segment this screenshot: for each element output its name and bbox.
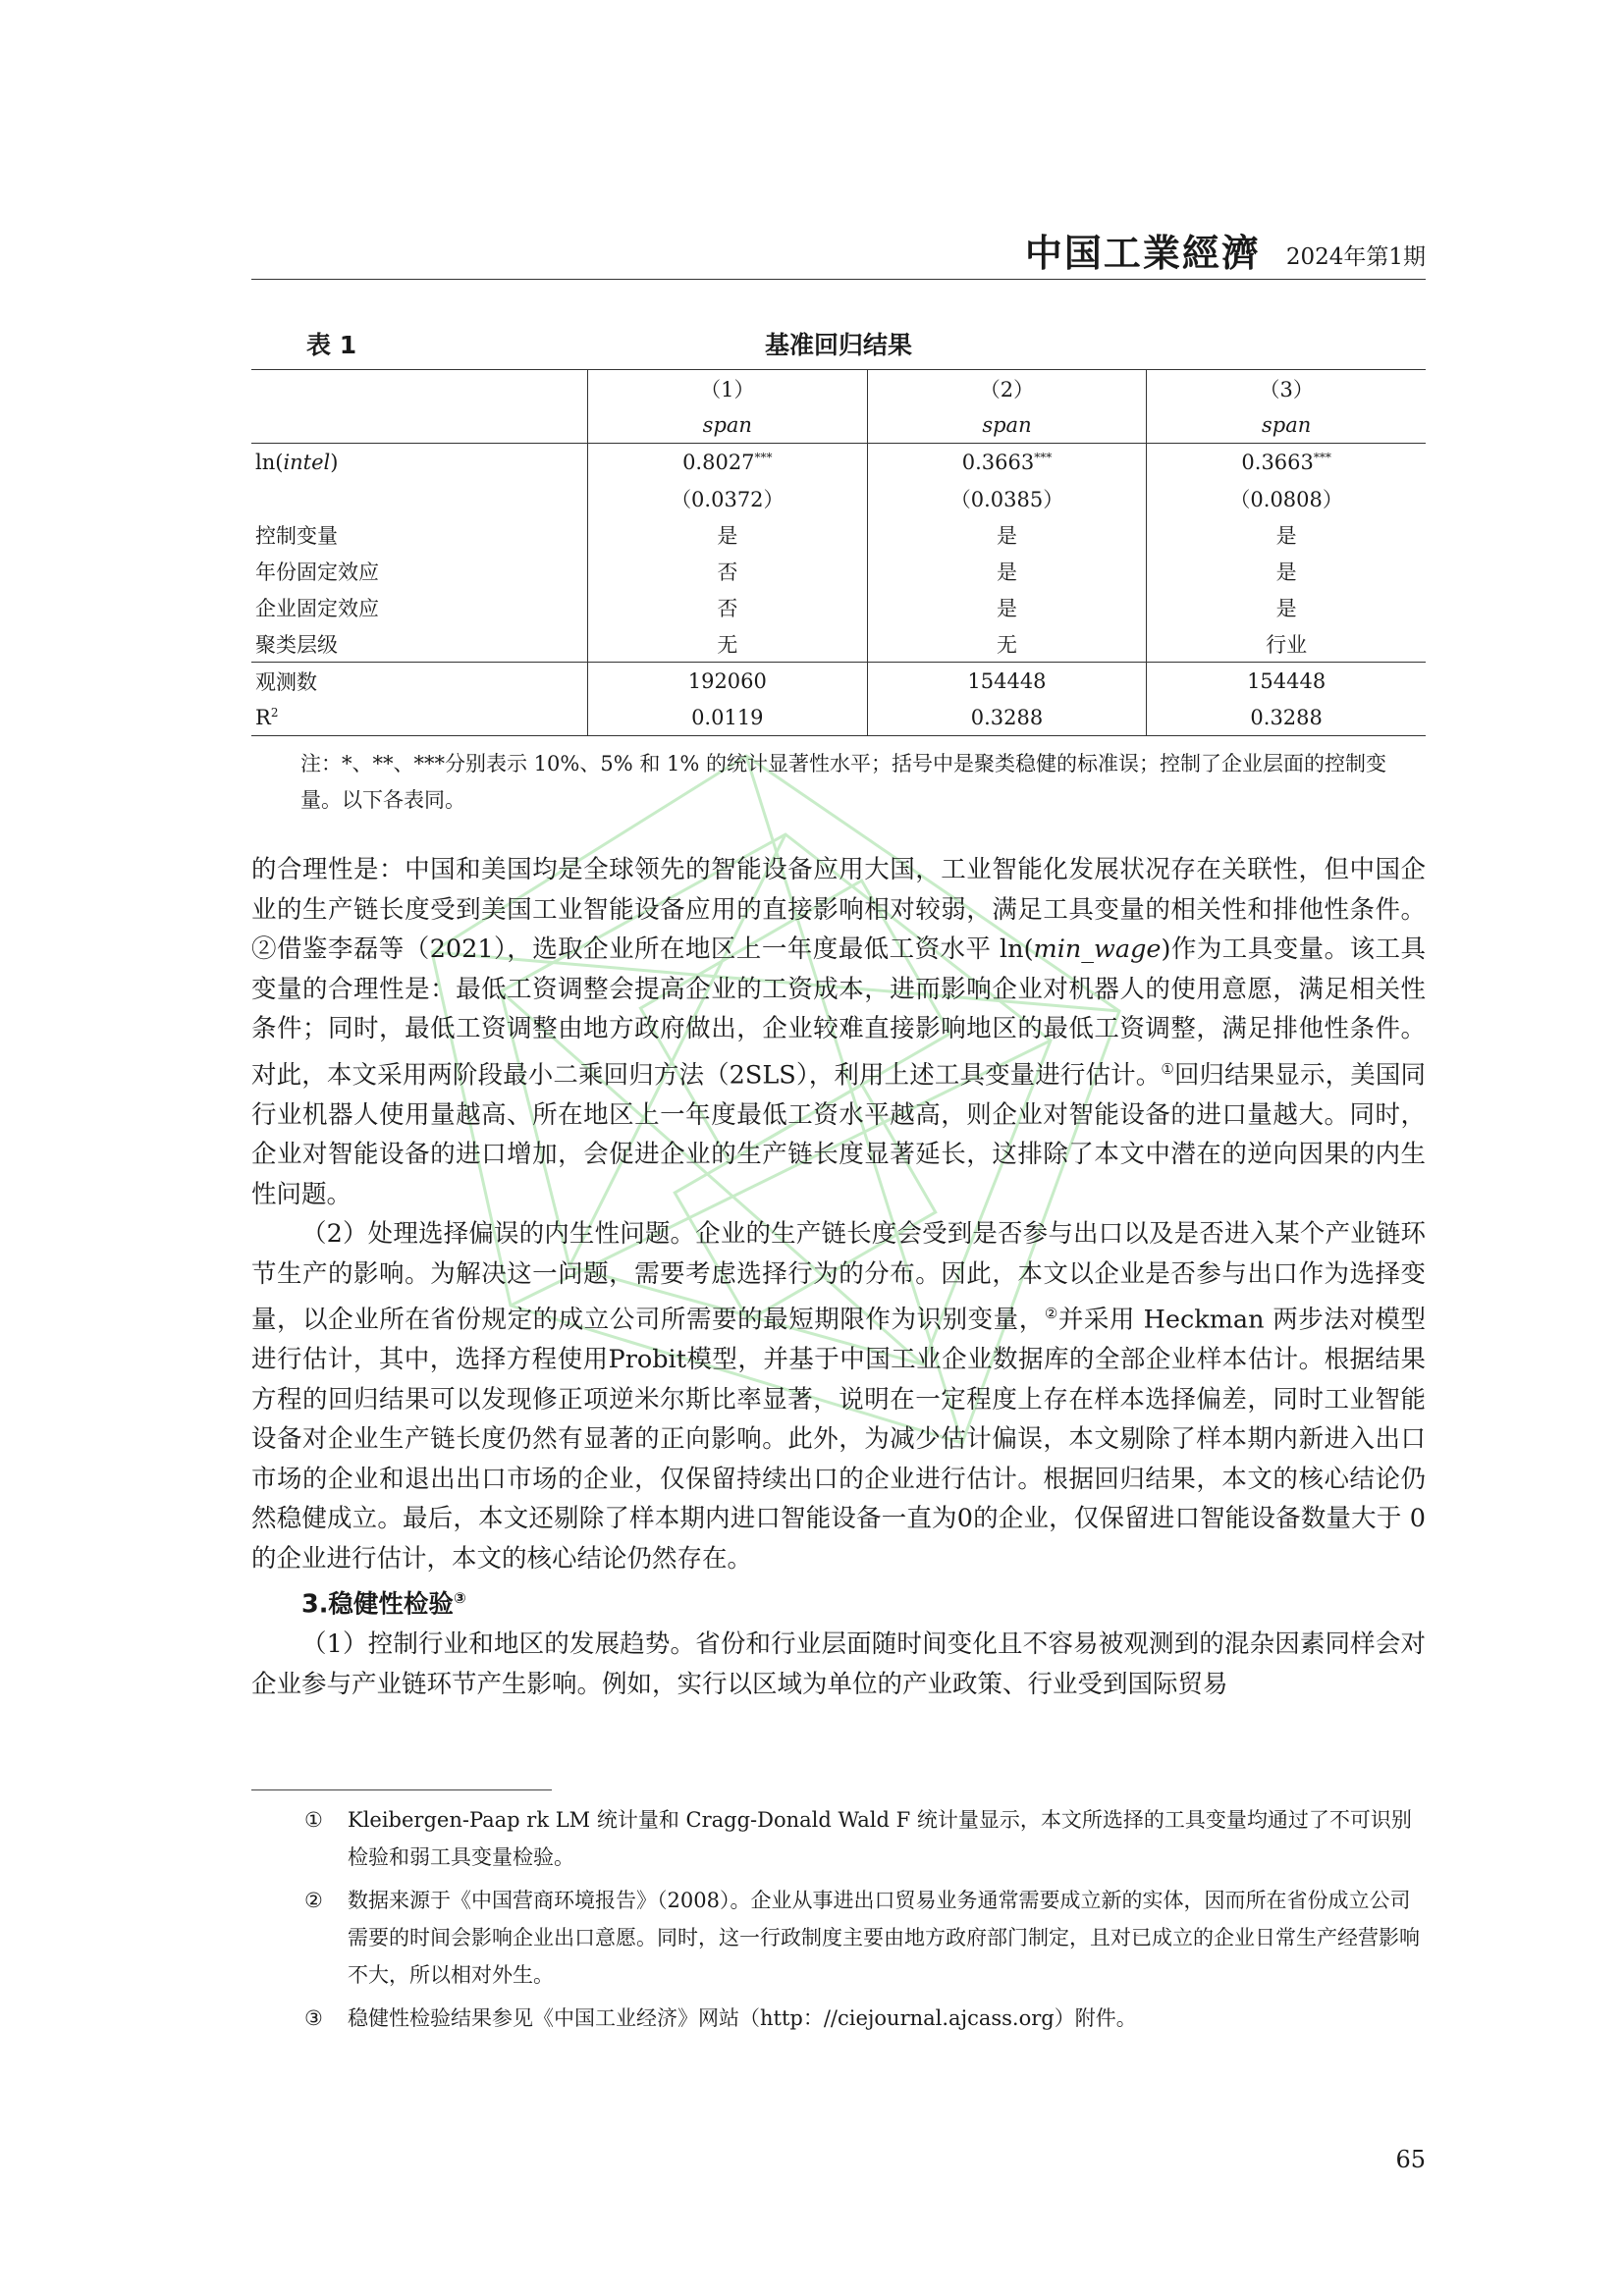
se-cell: （0.0372） <box>587 480 867 516</box>
body-text <box>251 850 1426 1704</box>
intel-label: ln(intel) <box>251 444 587 481</box>
footnote-mark: ① <box>304 1808 323 1832</box>
r2-label: $R^2$ <box>251 699 587 736</box>
paragraph: （2）处理选择偏误的内生性问题。企业的生产链长度会受到是否参与出口以及是否进入某个产业链环节生产的影响。为解决这一问题，需要考虑选择行为的分布。因此，本文以企业是否参与出口作为选择变量，以企业所在省份规定的成立公司所需要的最短期限作为识别变量，②并采用 Heckman 两步法对模型进行估计，其中，选择方程使用Probit模型，并基于中国工业企业数据库的全部企业样本估计。根据结果方程的回归结果可以发现修正项逆米尔斯比率显著，说明在一定程度上存在样本选择偏差，同时工业智能设备对企业生产链长度仍然有显著的正向影响。此外，为减少估计偏误，本文剔除了样本期内新进入出口市场的企业和退出出口市场的企业，仅保留持续出口的企业进行估计。根据回归结果，本文的核心结论仍然稳健成立。最后，本文还剔除了样本期内进口智能设备一直为0的企业，仅保留进口智能设备数量大于 0的企业进行估计，本文的核心结论仍然存在。 <box>251 1219 1426 1574</box>
table-row <box>251 406 1426 444</box>
table-row <box>251 480 1426 516</box>
footnote <box>295 1801 1426 1876</box>
regression-table <box>251 369 1426 736</box>
table-row: 聚类层级 无 无 行业 <box>251 625 1426 663</box>
table-row: 年份固定效应 否 是 是 <box>251 553 1426 589</box>
issue-label: 2024年第1期 <box>1285 244 1426 270</box>
se-cell: （0.0385） <box>867 480 1147 516</box>
dep-var: span <box>867 406 1147 444</box>
footnote-mark: ③ <box>304 2006 323 2030</box>
col-number: （1） <box>587 370 867 407</box>
page-number: 65 <box>1395 2146 1426 2173</box>
journal-name: 中国工業經濟 <box>1024 232 1261 275</box>
footnote-text: Kleibergen-Paap rk LM 统计量和 Cragg-Donald Wald F 统计量显示，本文所选择的工具变量均通过了不可识别检验和弱工具变量检验。 <box>348 1808 1412 1869</box>
table-row: 观测数 192060 154448 154448 <box>251 663 1426 700</box>
table-note: 注：*、**、***分别表示 10%、5% 和 1% 的统计显著性水平；括号中是聚类稳健的标准误；控制了企业层面的控制变量。以下各表同。 <box>300 752 1387 812</box>
footnote <box>295 1882 1426 1994</box>
coef-cell: 0.8027*** <box>587 444 867 481</box>
table-number: 表 1 <box>306 331 357 359</box>
footnote <box>295 2000 1426 2037</box>
paragraph: （1）控制行业和地区的发展趋势。省份和行业层面随时间变化且不容易被观测到的混杂因素同样会对企业参与产业链环节产生影响。例如，实行以区域为单位的产业政策、行业受到国际贸易 <box>251 1629 1426 1699</box>
table-caption <box>251 316 1426 359</box>
se-cell: （0.0808） <box>1147 480 1426 516</box>
coef-cell: 0.3663*** <box>867 444 1147 481</box>
footnotes <box>295 1801 1426 2043</box>
running-header <box>251 224 1426 280</box>
footnote-text: 数据来源于《中国营商环境报告》（2008）。企业从事进出口贸易业务通常需要成立新的实体，因而所在省份成立公司需要的时间会影响企业出口意愿。同时，这一行政制度主要由地方政府部门制定，且对已成立的企业日常生产经营影响不大，所以相对外生。 <box>348 1889 1420 1987</box>
footnote-divider <box>251 1789 552 1790</box>
table-row <box>251 444 1426 481</box>
table-row: 企业固定效应 否 是 是 <box>251 589 1426 625</box>
coef-cell: 0.3663*** <box>1147 444 1426 481</box>
dep-var: span <box>587 406 867 444</box>
footnote-ref[interactable]: ① <box>1161 1059 1174 1078</box>
table-title: 基准回归结果 <box>764 331 912 359</box>
col-number: （2） <box>867 370 1147 407</box>
footnote-ref[interactable]: ② <box>1044 1305 1058 1322</box>
footnote-text: 稳健性检验结果参见《中国工业经济》网站（http：//ciejournal.ajcass.org）附件。 <box>348 2006 1137 2030</box>
paragraph: 的合理性是：中国和美国均是全球领先的智能设备应用大国，工业智能化发展状况存在关联性，但中国企业的生产链长度受到美国工业智能设备应用的直接影响相对较弱，满足工具变量的相关性和排他性条件。②借鉴李磊等（2021），选取企业所在地区上一年度最低工资水平 ln(min_wage)作为工具变量。该工具变量的合理性是：最低工资调整会提高企业的工资成本，进而影响企业对机器人的使用意愿，满足相关性条件；同时，最低工资调整由地方政府做出，企业较难直接影响地区的最低工资调整，满足排他性条件。对此，本文采用两阶段最小二乘回归方法（2SLS），利用上述工具变量进行估计。①回归结果显示，美国同行业机器人使用量越高、所在地区上一年度最低工资水平越高，则企业对智能设备的进口量越大。同时，企业对智能设备的进口增加，会促进企业的生产链长度显著延长，这排除了本文中潜在的逆向因果的内生性问题。 <box>251 855 1427 1209</box>
table-row: 控制变量 是 是 是 <box>251 516 1426 553</box>
section-heading: 3.稳健性检验③ <box>301 1589 466 1620</box>
obs-label: 观测数 <box>251 663 587 700</box>
footnote-mark: ② <box>304 1889 323 1912</box>
table-row <box>251 370 1426 407</box>
col-number: （3） <box>1147 370 1426 407</box>
table-row: $R^2$ 0.0119 0.3288 0.3288 <box>251 699 1426 736</box>
dep-var: span <box>1147 406 1426 444</box>
footnote-ref[interactable]: ③ <box>453 1589 466 1607</box>
